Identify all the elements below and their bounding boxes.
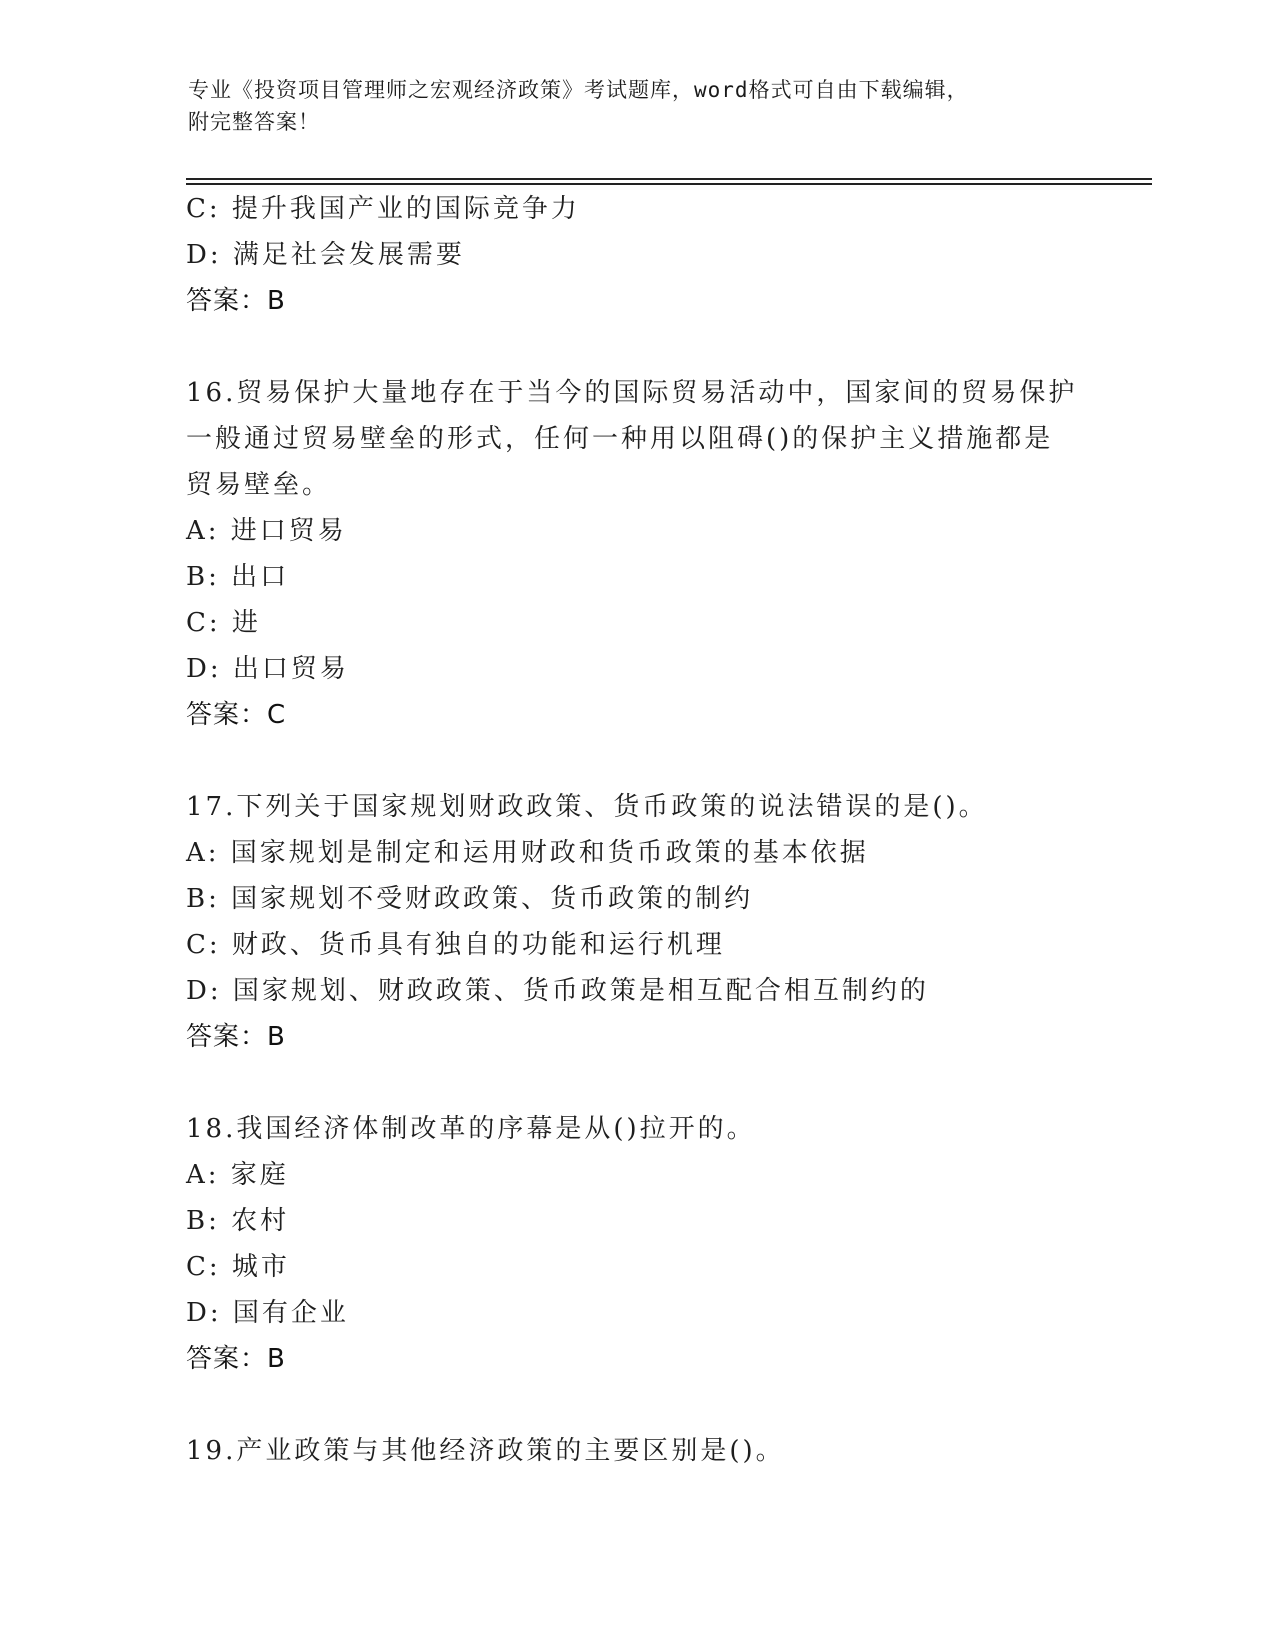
question-stem-line: 19.产业政策与其他经济政策的主要区别是()。 <box>186 1436 785 1466</box>
option-c: C: 提升我国产业的国际竞争力 <box>186 194 580 224</box>
option-b: B: 农村 <box>186 1206 290 1236</box>
question-block-17 <box>186 784 1146 1060</box>
question-stem-line: 16.贸易保护大量地存在于当今的国际贸易活动中，国家间的贸易保护 <box>186 378 1078 408</box>
option-a: A: 家庭 <box>186 1160 289 1190</box>
option-a: A: 国家规划是制定和运用财政和货币政策的基本依据 <box>186 838 869 868</box>
document-header <box>188 74 1068 138</box>
spacer <box>186 738 1146 784</box>
header-rule-top <box>186 178 1152 180</box>
answer-line: 答案：B <box>186 1022 286 1052</box>
spacer <box>186 324 1146 370</box>
question-stem-line: 18.我国经济体制改革的序幕是从()拉开的。 <box>186 1114 756 1144</box>
option-b: B: 国家规划不受财政政策、货币政策的制约 <box>186 884 754 914</box>
option-a: A: 进口贸易 <box>186 516 347 546</box>
option-c: C: 城市 <box>186 1252 290 1282</box>
option-b: B: 出口 <box>186 562 290 592</box>
option-d: D: 国有企业 <box>186 1298 349 1328</box>
option-d: D: 国家规划、财政政策、货币政策是相互配合相互制约的 <box>186 976 929 1006</box>
question-block-16 <box>186 370 1146 738</box>
question-list <box>186 186 1146 1474</box>
spacer <box>186 1060 1146 1106</box>
option-c: C: 财政、货币具有独自的功能和运行机理 <box>186 930 725 960</box>
header-line-2: 附完整答案！ <box>188 110 320 134</box>
question-block-prev <box>186 186 1146 324</box>
option-d: D: 出口贸易 <box>186 654 349 684</box>
question-stem-line: 一般通过贸易壁垒的形式，任何一种用以阻碍()的保护主义措施都是 <box>186 424 1054 454</box>
header-line-1: 专业《投资项目管理师之宏观经济政策》考试题库，word格式可自由下载编辑， <box>188 78 969 102</box>
header-rule-bottom <box>186 183 1152 185</box>
answer-line: 答案：B <box>186 1344 286 1374</box>
spacer <box>186 1382 1146 1428</box>
question-stem-line: 贸易壁垒。 <box>186 470 332 500</box>
question-block-18 <box>186 1106 1146 1382</box>
answer-line: 答案：C <box>186 700 287 730</box>
answer-line: 答案：B <box>186 286 286 316</box>
option-d: D: 满足社会发展需要 <box>186 240 465 270</box>
question-block-19 <box>186 1428 1146 1474</box>
question-stem-line: 17.下列关于国家规划财政政策、货币政策的说法错误的是()。 <box>186 792 988 822</box>
option-c: C: 进 <box>186 608 261 638</box>
